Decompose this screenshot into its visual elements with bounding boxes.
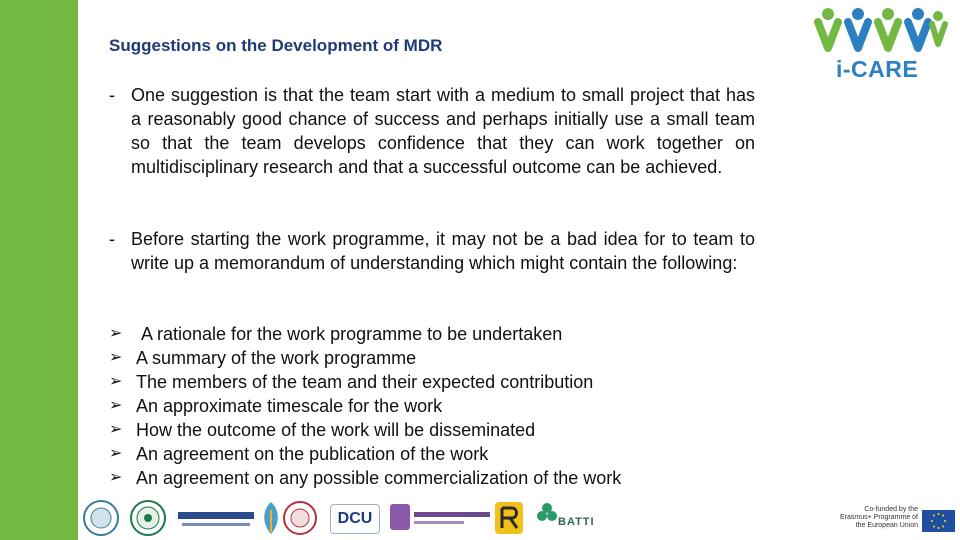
list-item <box>109 442 749 466</box>
partner-leaf-logo <box>260 498 282 538</box>
partner-seal-2-icon <box>128 498 168 538</box>
slide-title: Suggestions on the Development of MDR <box>109 36 443 55</box>
eu-flag-icon <box>922 510 955 532</box>
arrow-bullet-icon: ➢ <box>109 397 123 414</box>
dash-marker: - <box>109 85 115 105</box>
dash-marker: - <box>109 229 115 249</box>
suggestion-paragraph-2 <box>109 227 755 275</box>
dcu-logo-text: DCU <box>337 510 373 527</box>
arrow-bullet-icon: ➢ <box>109 469 123 486</box>
paragraph-text: One suggestion is that the team start with a medium to small project that has a reasonably good chance of success and perhaps initially use a small team so that the team develops confidence that they can work together on multidisciplinary research and that a successful outcome can be achieved. <box>131 85 755 177</box>
paragraph-text: Before starting the work programme, it may not be a bad idea for to team to write up a memorandum of understanding which might contain the following: <box>131 229 755 273</box>
list-item-text: The members of the team and their expected contribution <box>136 372 594 392</box>
list-item-text: A rationale for the work programme to be undertaken <box>141 324 563 344</box>
mou-contents-list <box>109 322 749 490</box>
university-logo <box>388 498 492 538</box>
partner-seal-1-icon <box>82 498 120 538</box>
list-item-text: A summary of the work programme <box>136 348 417 368</box>
dcu-logo <box>330 504 380 534</box>
batti-flower-icon <box>536 502 558 524</box>
icare-figures-icon <box>814 4 948 59</box>
list-item-text: An approximate timescale for the work <box>136 396 443 416</box>
suggestion-paragraph-1 <box>109 83 755 179</box>
list-item-text: An agreement on any possible commercialization of the work <box>136 468 622 488</box>
list-item <box>109 322 749 346</box>
batti-logo <box>536 502 606 536</box>
sidebar-accent-bar <box>0 0 78 540</box>
arrow-bullet-icon: ➢ <box>109 373 123 390</box>
list-item-text: An agreement on the publication of the work <box>136 444 489 464</box>
arrow-bullet-icon: ➢ <box>109 349 123 366</box>
university-college-applied-sciences-logo <box>176 498 256 538</box>
partner-seal-3-icon <box>282 498 318 538</box>
partner-r-logo <box>492 498 526 538</box>
arrow-bullet-icon: ➢ <box>109 445 123 462</box>
icare-logo-text: i-CARE <box>836 56 919 82</box>
list-item <box>109 466 749 490</box>
arrow-bullet-icon: ➢ <box>109 421 123 438</box>
batti-logo-text: BATTI <box>558 516 595 528</box>
list-item <box>109 394 749 418</box>
arrow-bullet-icon: ➢ <box>109 325 123 342</box>
erasmus-cofunding-text: Co-funded by the Erasmus+ Programme of the European Union <box>840 506 918 529</box>
list-item-text: How the outcome of the work will be disseminated <box>136 420 536 440</box>
list-item <box>109 370 749 394</box>
list-item <box>109 418 749 442</box>
list-item <box>109 346 749 370</box>
